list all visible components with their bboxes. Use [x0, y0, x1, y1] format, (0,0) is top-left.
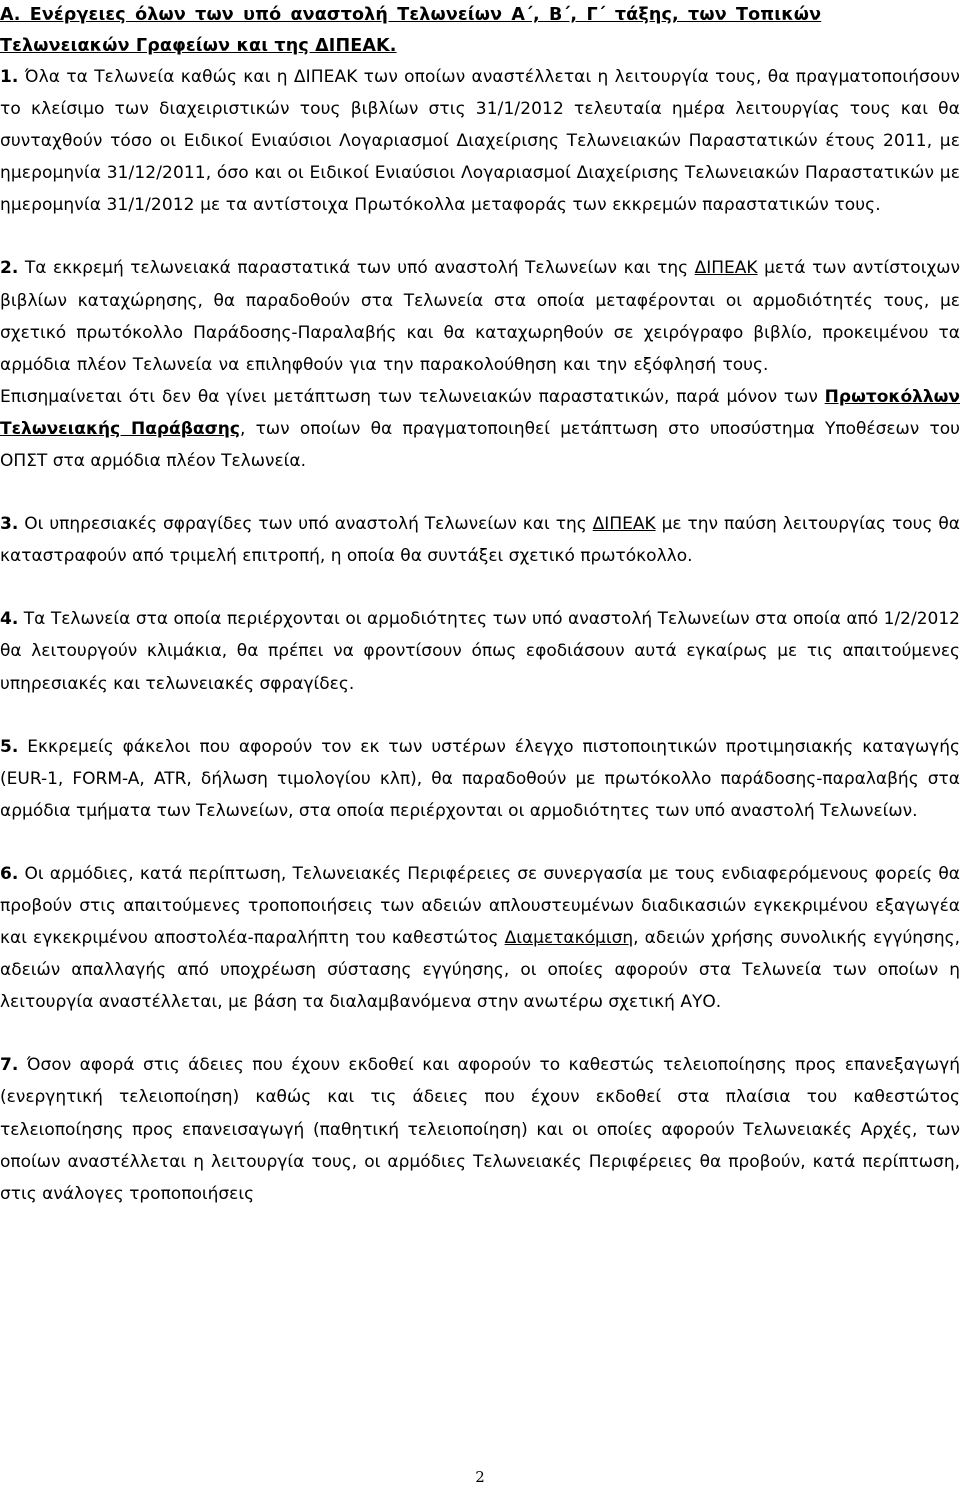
paragraph-text: Τα Τελωνεία στα οποία περιέρχονται οι αρμοδιότητες των υπό αναστολή Τελωνείων στα οποία από 1/2/2012 θα λειτουργούν κλιμάκια, θα πρέπει να φροντίσουν όπως εφοδιάσουν αυτά εγκαίρως με τις απαιτούμενες υπηρεσιακές και τελωνειακές σφραγίδες.: [0, 609, 960, 694]
document-body: [0, 61, 960, 1210]
paragraph-text: Επισημαίνεται ότι δεν θα γίνει μετάπτωση των τελωνειακών παραστατικών, παρά μόνον των: [0, 386, 825, 407]
paragraph-7: [0, 1049, 960, 1209]
paragraph-2: [0, 252, 960, 380]
paragraph-text: , των οποίων θα πραγματοποιηθεί μετάπτωση στο υποσύστημα Υποθέσεων του ΟΠΣΤ στα αρμόδια πλέον Τελωνεία.: [0, 418, 960, 472]
dipeak-underlined: ΔΙΠΕΑΚ: [694, 258, 758, 279]
paragraph-4: [0, 603, 960, 699]
item-number: 7.: [0, 1055, 19, 1076]
paragraph-text: Όσον αφορά στις άδειες που έχουν εκδοθεί και αφορούν το καθεστώς τελειοποίησης προς επανεξαγωγή (ενεργητική τελειοποίηση) καθώς και τις άδειες που έχουν εκδοθεί στα πλαίσια του καθεστώτος τελειοποίησης προς επανεισαγωγή (παθητική τελειοποίηση) και οι οποίες αφορούν Τελωνειακές Αρχές, των οποίων αναστέλλεται η λειτουργία τους, οι αρμόδιες Τελωνειακές Περιφέρειες θα προβούν, κατά περίπτωση, στις ανάλογες τροποποιήσεις: [0, 1055, 960, 1204]
paragraph-text: Όλα τα Τελωνεία καθώς και η ΔΙΠΕΑΚ των οποίων αναστέλλεται η λειτουργία τους, θα πραγματοποιήσουν το κλείσιμο των διαχειριστικών τους βιβλίων στις 31/1/2012 τελευταία ημέρα λειτουργίας τους και θα συνταχθούν τόσο οι Ειδικοί Ενιαύσιοι Λογαριασμοί Διαχείρισης Τελωνειακών Παραστατικών έτους 2011, με ημερομηνία 31/12/2011, όσο και οι Ειδικοί Ενιαύσιοι Λογαριασμοί Διαχείρισης Τελωνειακών Παραστατικών με ημερομηνία 31/1/2012 με τα αντίστοιχα Πρωτόκολλα μεταφοράς των εκκρεμών παραστατικών τους.: [0, 67, 960, 216]
protocol-emphasis: Πρωτοκόλλων Τελωνειακής Παράβασης: [0, 386, 960, 439]
paragraph-text: Οι αρμόδιες, κατά περίπτωση, Τελωνειακές Περιφέρειες σε συνεργασία με τους ενδιαφερόμενους φορείς θα προβούν στις απαιτούμενες τροποποιήσεις των αδειών απλουστευμένων διαδικασιών εγκεκριμένου εξαγωγέα και εγκεκριμένου αποστολέα-παραλήπτη του καθεστώτος: [0, 863, 960, 949]
paragraph-2-note: [0, 381, 960, 477]
item-number: 4.: [0, 609, 19, 630]
section-heading: [0, 0, 960, 62]
paragraph-3: [0, 508, 960, 572]
page-number: 2: [475, 1468, 485, 1486]
item-number: 5.: [0, 736, 19, 757]
diametakomisi-underlined: Διαμετακόμιση: [504, 928, 634, 949]
paragraph-text: Τα εκκρεμή τελωνειακά παραστατικά των υπό αναστολή Τελωνείων και της: [18, 258, 695, 279]
heading-line-2: Τελωνειακών Γραφείων και της ΔΙΠΕΑΚ.: [0, 36, 397, 56]
paragraph-6: [0, 858, 960, 1018]
paragraph-1: [0, 61, 960, 221]
paragraph-text: , αδειών χρήσης συνολικής εγγύησης, αδειών απαλλαγής από υποχρέωση σύστασης εγγύησης, οι οποίες αφορούν στα Τελωνεία των οποίων η λειτουργία αναστέλλεται, με βάση τα διαλαμβανόμενα στην ανωτέρω σχετική ΑΥΟ.: [0, 928, 960, 1013]
item-number: 6.: [0, 863, 19, 884]
paragraph-text: Οι υπηρεσιακές σφραγίδες των υπό αναστολή Τελωνείων και της: [18, 514, 593, 535]
paragraph-text: μετά των αντίστοιχων βιβλίων καταχώρησης, θα παραδοθούν στα Τελωνεία στα οποία μεταφέρονται οι αρμοδιότητές τους, με σχετικό πρωτόκολλο Παράδοσης-Παραλαβής και θα καταχωρηθούν σε χειρόγραφο βιβλίο, προκειμένου τα αρμόδια πλέον Τελωνεία να επιληφθούν για την παρακολούθηση και την εξόφλησή τους.: [0, 258, 960, 375]
item-number: 2.: [0, 258, 19, 279]
heading-line-1: Α. Ενέργειες όλων των υπό αναστολή Τελωνείων Α΄, Β΄, Γ΄ τάξης, των Τοπικών: [0, 5, 822, 25]
paragraph-5: [0, 731, 960, 827]
paragraph-text: Εκκρεμείς φάκελοι που αφορούν τον εκ των υστέρων έλεγχο πιστοποιητικών προτιμησιακής καταγωγής (EUR-1, FORM-A, ATR, δήλωση τιμολογίου κλπ), θα παραδοθούν με πρωτόκολλο παράδοσης-παραλαβής στα αρμόδια τμήματα των Τελωνείων, στα οποία περιέρχονται οι αρμοδιότητες των υπό αναστολή Τελωνείων.: [0, 736, 960, 821]
item-number: 1.: [0, 67, 19, 87]
paragraph-text: με την παύση λειτουργίας τους θα καταστραφούν από τριμελή επιτροπή, η οποία θα συντάξει σχετικό πρωτόκολλο.: [0, 514, 960, 567]
item-number: 3.: [0, 514, 19, 535]
dipeak-underlined: ΔΙΠΕΑΚ: [592, 514, 656, 535]
